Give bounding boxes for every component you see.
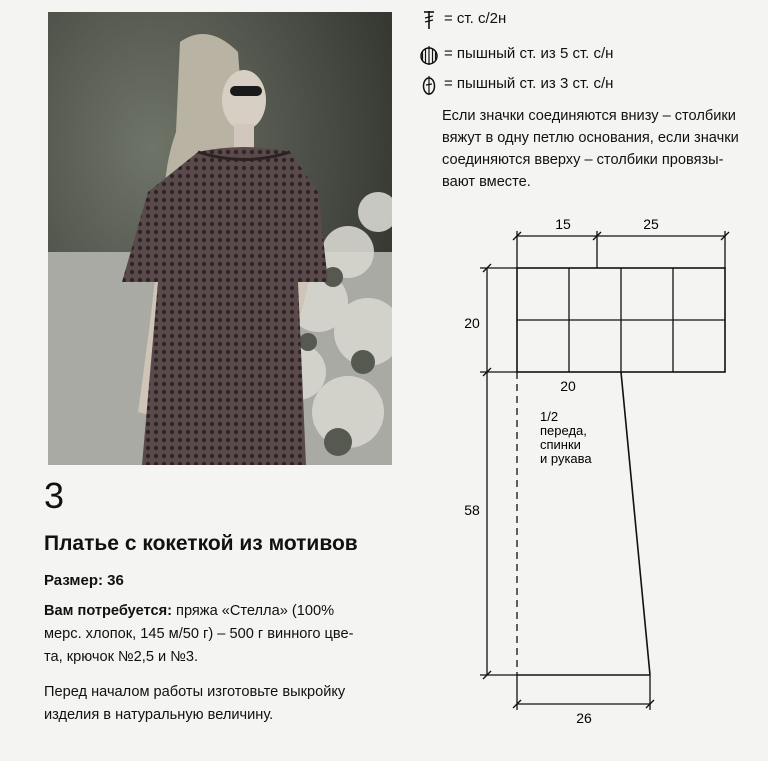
note-line: вяжут в одну петлю основания, если значки xyxy=(442,130,739,146)
puff-3-stitch-icon xyxy=(420,75,438,95)
pattern-diagram xyxy=(440,205,768,735)
pattern-schematic xyxy=(440,205,768,735)
materials-text: пряжа «Стелла» (100% xyxy=(176,603,335,619)
instruction-paragraph xyxy=(44,681,396,727)
dim-label-yoke-width: 20 xyxy=(560,378,576,394)
article-title: Платье с кокеткой из мотивов xyxy=(44,532,358,555)
model-photo xyxy=(48,12,392,465)
legend-note xyxy=(442,105,766,193)
instruction-line: изделия в натуральную величину. xyxy=(44,707,274,723)
materials-paragraph xyxy=(44,600,396,669)
article-number: 3 xyxy=(44,475,65,516)
piece-label-line: и рукава xyxy=(540,451,592,466)
size-line: Размер: 36 xyxy=(44,572,124,589)
dim-label-hem-width: 26 xyxy=(576,710,592,726)
piece-label-line: спинки xyxy=(540,437,581,452)
note-line: вают вместе. xyxy=(442,174,531,190)
note-line: соединяются вверху – столбики провязы- xyxy=(442,152,724,168)
model-photo-illustration xyxy=(48,12,392,465)
dim-label-25: 25 xyxy=(643,216,659,232)
dim-label-15: 15 xyxy=(555,216,571,232)
tall-double-crochet-icon xyxy=(420,10,438,30)
dim-label-yoke-height: 20 xyxy=(464,315,480,331)
piece-label-line: 1/2 xyxy=(540,409,559,424)
instruction-line: Перед началом работы изготовьте выкройку xyxy=(44,684,346,700)
materials-label: Вам потребуется: xyxy=(44,603,172,619)
piece-label-line: переда, xyxy=(540,423,587,438)
materials-text: та, крючок №2,5 и №3. xyxy=(44,649,199,665)
note-line: Если значки соединяются внизу – столбики xyxy=(442,108,736,124)
side-seam-line xyxy=(621,372,650,675)
materials-text: мерс. хлопок, 145 м/50 г) – 500 г винного цве- xyxy=(44,626,354,642)
dim-label-body-length: 58 xyxy=(464,502,480,518)
puff-5-stitch-icon xyxy=(420,45,438,65)
